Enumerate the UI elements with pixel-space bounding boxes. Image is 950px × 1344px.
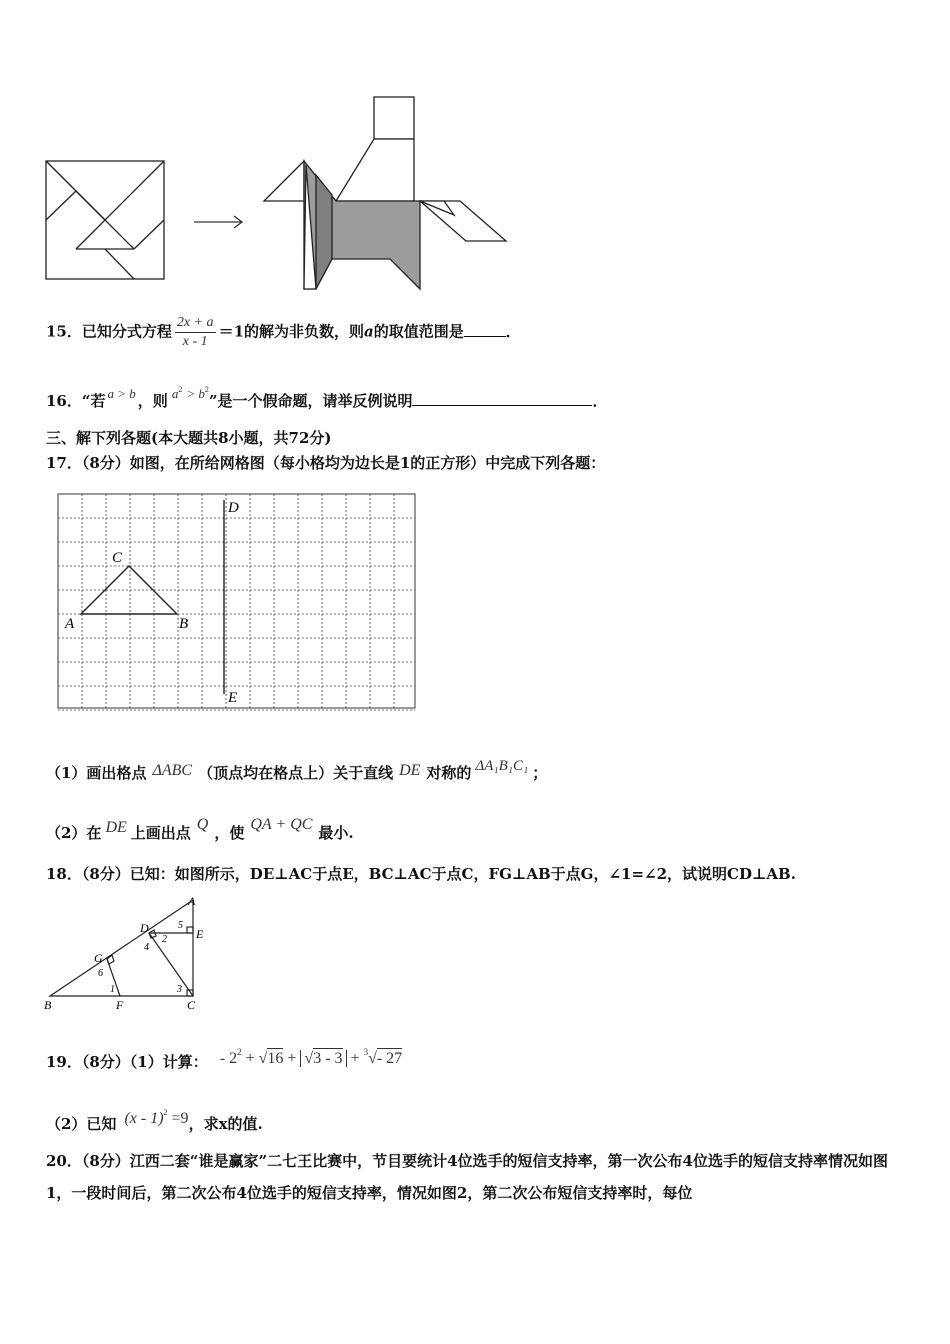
question-16 [46, 380, 608, 411]
label-G: G [94, 951, 103, 965]
q17-part1-a: （1）画出格点 [46, 764, 147, 782]
question-15 [46, 314, 521, 351]
segment-CD [149, 933, 193, 996]
q15-variable: a [364, 322, 374, 341]
label-C: C [187, 998, 196, 1012]
q19-plus1: + [241, 1050, 259, 1067]
q19-cube-index: 3 [363, 1047, 369, 1057]
q16-answer-blank [412, 391, 592, 406]
q17-part1-b: （顶点均在格点上）关于直线 [198, 764, 394, 782]
q19-plus3: + [346, 1050, 364, 1067]
label-F: F [116, 998, 124, 1012]
q19-number: 19．（8分）（1）计算： [46, 1053, 208, 1071]
q18-triangle-figure [40, 892, 220, 1014]
angle-4: 4 [144, 942, 149, 953]
q17-part2-expr: QA + QC [250, 816, 313, 833]
label-B: B [179, 616, 189, 632]
q19-sqrt16: 16 [267, 1050, 284, 1067]
q17-part1 [46, 756, 547, 783]
q17-part2-a: （2）在 [46, 824, 102, 842]
grid-border [58, 494, 415, 708]
right-angle-E [187, 927, 193, 933]
section-3-title: 三、解下列各题(本大题共8小题，共72分) [46, 429, 332, 447]
q17-part1-c: 对称的 [426, 764, 472, 782]
q17-part2-point: Q [196, 816, 209, 833]
q17-part2-c: ，使 [214, 824, 245, 842]
triangle-ABC [50, 900, 193, 996]
q15-equals: ＝1 [218, 322, 244, 341]
grid-lines [58, 494, 415, 710]
q19-expression: - $2^2 + √16 + √3 - 3 + ^3√-$ 27 [219, 1047, 403, 1067]
angle-5: 5 [178, 920, 183, 931]
q19-part2 [46, 1103, 263, 1134]
q17-grid-figure [52, 490, 422, 715]
label-D: D [140, 921, 149, 935]
label-A: A [65, 616, 75, 632]
q16-open: “若 [81, 392, 106, 410]
label-A: A [188, 894, 196, 908]
q17-part2-d: 最小. [318, 824, 354, 842]
tangram-square [46, 161, 164, 279]
q17-part2-b: 上画出点 [130, 824, 191, 842]
question-19 [46, 1042, 402, 1072]
q19-plus2: + [283, 1050, 301, 1067]
q15-answer-blank [464, 322, 506, 337]
q16-conclusion-gt: > b [186, 386, 205, 401]
q16-conclusion-a: a [171, 386, 179, 401]
question-17-stem: 17．（8分）如图，在所给网格图（每小格均为边长是1的正方形）中完成下列各题： [46, 454, 606, 472]
q17-part1-line: DE [399, 762, 421, 779]
q15-fraction [175, 314, 216, 351]
label-D: D [228, 500, 239, 516]
q19-abs: √3 - 3 [300, 1050, 346, 1067]
angle-6: 6 [98, 968, 103, 979]
q19-lhs: (x - 1) [124, 1110, 164, 1127]
q15-denominator: x - 1 [182, 334, 208, 349]
q15-numerator: 2x + a [175, 314, 216, 333]
label-E: E [196, 927, 204, 941]
q19-abs-inner: 3 - 3 [313, 1050, 343, 1067]
q16-number: 16． [46, 392, 82, 410]
q16-end: ． [592, 392, 608, 410]
q15-suffix: 的取值范围是 [373, 322, 464, 341]
q17-part1-d: ； [532, 764, 548, 782]
q19-cbrt-27: - 27 [376, 1050, 403, 1067]
q19-lhs-exp: 2 [163, 1108, 168, 1117]
label-E: E [228, 690, 238, 706]
tangram-figure [40, 95, 520, 295]
q19-term1: - 2 [219, 1050, 238, 1067]
arrow-right-icon [194, 216, 242, 228]
q15-middle: 的解为非负数，则 [244, 322, 365, 341]
q17-part2-line: DE [105, 819, 127, 836]
q19-part2-b: ，求x的值. [188, 1115, 263, 1133]
angle-3: 3 [177, 984, 182, 995]
angle-1: 1 [110, 984, 115, 995]
q16-exponent-a: 2 [178, 385, 183, 394]
q15-end: ． [505, 322, 521, 341]
question-18-stem: 18．（8分）已知：如图所示，DE⊥AC于点E，BC⊥AC于点C，FG⊥AB于点G，∠1=∠2，试说明CD⊥AB. [46, 865, 796, 883]
q19-rhs: =9 [167, 1110, 189, 1127]
q16-rest: ”是一个假命题，请举反例说明 [208, 392, 413, 410]
q16-exponent-b: 2 [204, 385, 209, 394]
label-C: C [112, 550, 123, 566]
q19-part2-a: （2）已知 [46, 1115, 117, 1133]
q15-prefix: 已知分式方程 [81, 322, 172, 341]
question-20-stem: 20．（8分）江西二套“谁是赢家”二七王比赛中，节目要统计4位选手的短信支持率，第一次公布4位选手的短信支持率情况如图1，一段时间后，第二次公布4位选手的短信支持率，情况如图2，第二次公布短信支持率时，每位 [46, 1152, 888, 1202]
q16-condition: a > b [107, 386, 136, 401]
q16-comma: ，则 [137, 392, 168, 410]
q17-part1-triangle: ΔABC [152, 762, 193, 779]
q15-number: 15． [46, 322, 82, 341]
angle-2: 2 [162, 934, 167, 945]
q19-term1-exp: 2 [237, 1047, 242, 1057]
q17-part1-triangle1: ΔA₁B₁C₁ [475, 758, 529, 774]
tangram-horse [264, 97, 506, 289]
label-B: B [44, 998, 52, 1012]
q17-part2 [46, 815, 354, 843]
